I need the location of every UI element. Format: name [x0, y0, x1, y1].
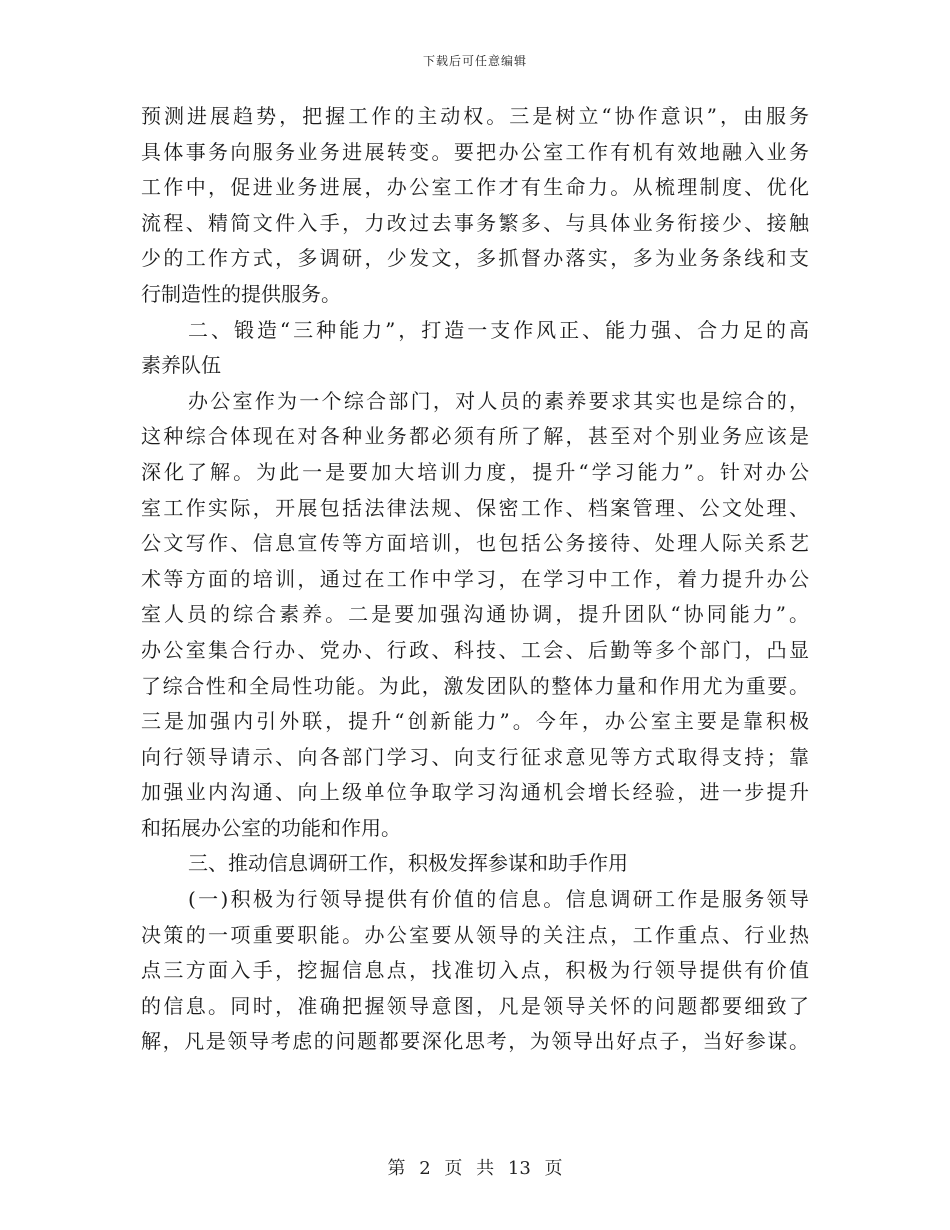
- text-line: 的信息。同时，准确把握领导意图，凡是领导关怀的问题都要细致了: [141, 993, 809, 1018]
- section-heading: [141, 313, 809, 384]
- text-line: 点三方面入手，挖掘信息点，找准切入点，积极为行领导提供有价值: [141, 958, 809, 983]
- text-line: 流程、精简文件入手，力改过去事务繁多、与具体业务衔接少、接触: [141, 210, 809, 235]
- document-body: [141, 99, 809, 1060]
- total-label: 共: [476, 1158, 495, 1179]
- text-line: 这种综合体现在对各种业务都必须有所了解，甚至对个别业务应该是: [141, 424, 809, 449]
- paragraph: [141, 99, 809, 313]
- text-line: 行制造性的提供服务。: [141, 281, 341, 306]
- text-line: 素养队伍: [141, 353, 221, 378]
- section-heading: [141, 846, 809, 882]
- page-label-prefix: 第: [387, 1158, 406, 1179]
- text-line: 术等方面的培训，通过在工作中学习，在学习中工作，着力提升办公: [141, 566, 809, 591]
- text-line: 解，凡是领导考虑的问题都要深化思考，为领导出好点子，当好参谋。: [141, 1029, 809, 1054]
- text-line: 公文写作、信息宣传等方面培训，也包括公务接待、处理人际关系艺: [141, 531, 809, 556]
- paragraph: [141, 882, 809, 1060]
- page-number: 2: [419, 1158, 431, 1179]
- text-line: 加强业内沟通、向上级单位争取学习沟通机会增长经验，进一步提升: [141, 780, 809, 805]
- page-label-suffix: 页: [544, 1158, 563, 1179]
- page-footer: [0, 1154, 950, 1180]
- text-line: 和拓展办公室的功能和作用。: [141, 815, 401, 840]
- text-line: 三、推动信息调研工作，积极发挥参谋和助手作用: [188, 851, 628, 876]
- text-line: 具体事务向服务业务进展转变。要把办公室工作有机有效地融入业务: [141, 139, 809, 164]
- text-line: (一)积极为行领导提供有价值的信息。信息调研工作是服务领导: [188, 887, 809, 912]
- text-line: 深化了解。为此一是要加大培训力度，提升“学习能力”。针对办公: [141, 459, 809, 484]
- text-line: 二、锻造“三种能力”，打造一支作风正、能力强、合力足的高: [188, 317, 809, 342]
- text-line: 少的工作方式，多调研，少发文，多抓督办落实，多为业务条线和支: [141, 246, 809, 271]
- text-line: 室人员的综合素养。二是要加强沟通协调，提升团队“协同能力”。: [141, 602, 809, 627]
- text-line: 向行领导请示、向各部门学习、向支行征求意见等方式取得支持；靠: [141, 744, 809, 769]
- text-line: 办公室集合行办、党办、行政、科技、工会、后勤等多个部门，凸显: [141, 637, 809, 662]
- text-line: 决策的一项重要职能。办公室要从领导的关注点，工作重点、行业热: [141, 922, 809, 947]
- paragraph: [141, 384, 809, 847]
- page-label-mid: 页: [444, 1158, 463, 1179]
- text-line: 工作中，促进业务进展，办公室工作才有生命力。从梳理制度、优化: [141, 175, 809, 200]
- text-line: 三是加强内引外联，提升“创新能力”。今年，办公室主要是靠积极: [141, 709, 809, 734]
- text-line: 办公室作为一个综合部门，对人员的素养要求其实也是综合的，: [188, 388, 809, 413]
- text-line: 预测进展趋势，把握工作的主动权。三是树立“协作意识”，由服务: [141, 104, 809, 128]
- text-line: 了综合性和全局性功能。为此，激发团队的整体力量和作用尤为重要。: [141, 673, 809, 698]
- total-pages: 13: [507, 1158, 531, 1179]
- page-header: 下载后可任意编辑: [422, 54, 527, 68]
- text-line: 室工作实际，开展包括法律法规、保密工作、档案管理、公文处理、: [141, 495, 809, 520]
